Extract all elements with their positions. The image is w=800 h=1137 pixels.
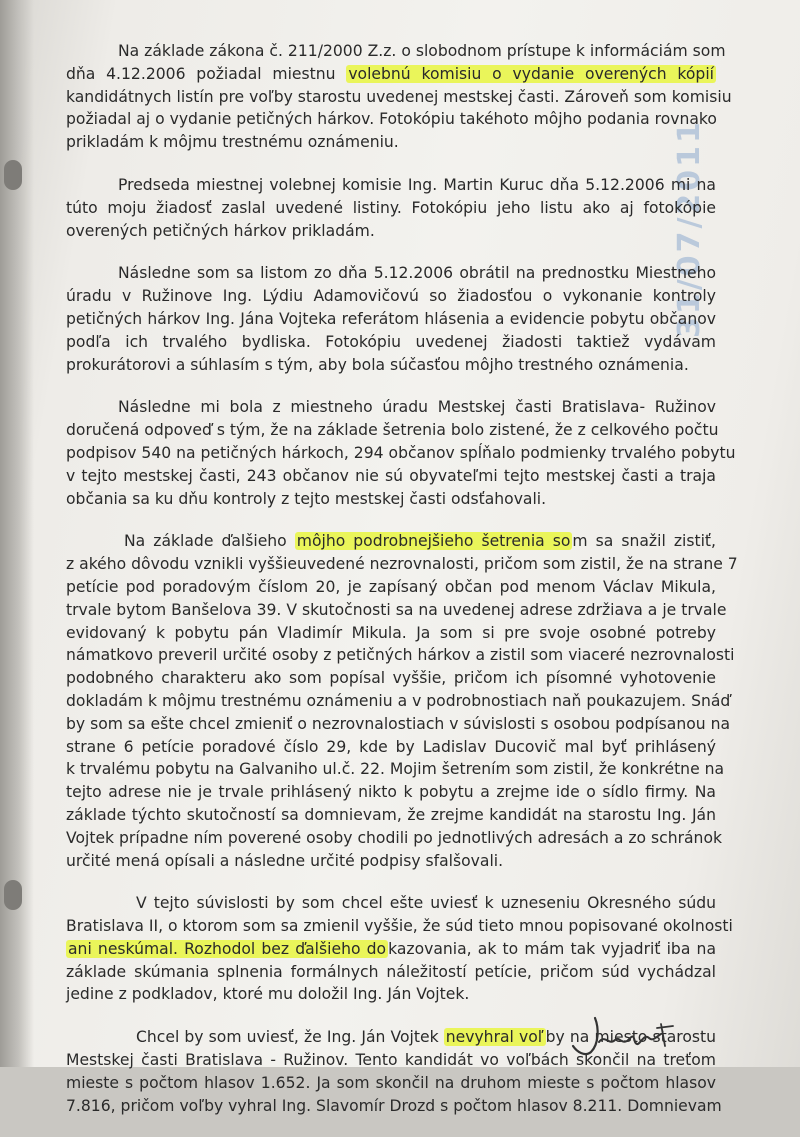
text-line [66,938,716,961]
text-segment: občania sa ku dňu kontroly z tejto mestskej časti odsťahovali. [66,489,547,508]
text-line [66,827,723,850]
text-segment: Následne som sa listom zo dňa 5.12.2006 obrátil na prednostku Miestneho [118,264,716,283]
text-line [66,419,719,442]
text-segment: overených petičných hárkov prikladám. [66,221,375,240]
text-segment: tejto adrese nie je trvale prihlásený nikto k pobytu a zrejme ide o sídlo firmy. Na [66,783,716,802]
text-line [66,465,716,488]
text-line [66,354,716,377]
text-segment: by na miesto starostu [545,1028,716,1047]
text-line [66,1095,722,1118]
text-segment: m sa snažil zistiť, [572,532,716,551]
highlighted-text: ani neskúmal. Rozhodol bez ďalšieho do [68,939,387,958]
date-stamp: 31/07/2011 [672,119,707,338]
text-line [66,599,727,622]
paragraph [66,40,732,154]
paragraph [66,892,733,1006]
text-line [66,961,716,984]
text-segment: petície pod poradovým číslom 20, je zapísaný občan pod menom Václav Mikula, [66,577,716,596]
document-body [66,40,738,1137]
text-line [66,331,716,354]
text-line [66,983,716,1006]
text-segment: petičných hárkov Ing. Jána Vojteka referátom hlásenia a evidencie pobytu občanov [66,309,716,328]
text-segment: Bratislava II, o ktorom som sa zmienil vyššie, že súd tieto mnou popisované okolnosti [66,917,733,936]
text-segment: túto moju žiadosť zaslal uvedené listiny. Fotokópiu jeho listu ako aj fotokópie [66,198,716,217]
text-segment: Na základe zákona č. 211/2000 Z.z. o slobodnom prístupe k informáciám som [118,42,726,60]
text-segment: Predseda miestnej volebnej komisie Ing. Martin Kuruc dňa 5.12.2006 mi na [118,175,716,194]
text-line [66,850,716,873]
binder-hole [4,880,22,910]
text-segment: podľa ich trvalého bydliska. Fotokópiu uvedenej žiadosti taktiež vydávam [66,332,716,351]
highlighted-text: volebnú komisiu o vydanie overených kópií [348,64,714,83]
text-line [66,396,716,419]
text-segment: V tejto súvislosti by som chcel ešte uviesť k uzneseniu Okresného súdu [136,894,716,913]
handwritten-signature [565,1012,685,1062]
text-line [66,63,716,86]
paragraph [66,262,716,376]
text-line [66,781,716,804]
text-line [66,262,716,285]
text-line [66,220,716,243]
text-line [66,308,716,331]
text-segment: kandidátnych listín pre voľby starostu uvedenej mestskej časti. Zároveň som komisiu [66,87,732,106]
text-line [66,758,725,781]
text-segment: k trvalému pobytu na Galvaniho ul.č. 22. Mojim šetrením som zistil, že konkrétne na [66,760,725,779]
text-segment: mieste s počtom hlasov 1.652. Ja som skončil na druhom mieste s počtom hlasov [66,1073,716,1092]
text-line [66,915,733,938]
text-segment: trvale bytom Banšelova 39. V skutočnosti sa na uvedenej adrese zdržiava a je trvale [66,600,727,619]
text-segment: z akého dôvodu vznikli vyššieuvedené nezrovnalosti, pričom som zistil, že na strane 7 [66,555,738,574]
text-line [66,108,716,131]
text-segment: v tejto mestskej časti, 243 občanov nie sú obyvateľmi tejto mestskej časti a traja [66,466,716,485]
text-line [66,488,716,511]
text-line [66,736,716,759]
text-segment: podpisov 540 na petičných hárkoch, 294 občanov spĺňalo podmienky trvalého pobytu [66,443,736,462]
text-segment: Na základe ďalšieho [124,532,295,551]
text-segment: kazovania, ak to mám tak vyjadriť iba na [388,939,716,958]
text-segment: 7.816, pričom voľby vyhral Ing. Slavomír Drozd s počtom hlasov 8.211. Domnievam [66,1096,722,1115]
text-segment: Následne mi bola z miestneho úradu Mestskej časti Bratislava- Ružinov [118,398,716,417]
text-segment: úradu v Ružinove Ing. Lýdiu Adamovičovú so žiadosťou o vykonanie kontroly [66,287,716,306]
text-segment: by som sa ešte chcel zmieniť o nezrovnalostiach v súvislosti s osobou podpísanou na [66,714,731,733]
text-segment: Mestskej časti Bratislava - Ružinov. Tento kandidát vo voľbách skončil na treťom [66,1051,716,1070]
text-segment: jedine z podkladov, ktoré mu doložil Ing. Ján Vojtek. [66,985,470,1004]
text-line [66,644,735,667]
text-line [66,622,716,645]
highlighted-text: nevyhral voľ [445,1028,544,1047]
text-segment: prikladám k môjmu trestnému oznámeniu. [66,133,399,152]
text-line [66,174,716,197]
text-line [66,553,738,576]
text-segment: Vojtek prípadne ním poverené osoby chodili po jednotlivých adresách a zo schránok [66,828,723,847]
text-line [66,713,731,736]
paragraph [66,530,738,872]
text-line [66,667,716,690]
paragraph [66,174,716,242]
text-line [66,442,736,465]
text-segment: dokladám k môjmu trestnému oznámeniu a v podrobnostiach naň poukazujem. Snáď [66,691,731,710]
text-segment: základe skúmania splnenia formálnych náležitostí petície, pričom súd vychádzal [66,962,716,981]
text-segment: určité mená opísali a následne určité podpisy sfalšovali. [66,851,504,870]
text-segment: námatkovo preveril určité osoby z petičných hárkov a zistil som viaceré nezrovnalosti [66,646,735,665]
text-line [66,690,731,713]
text-line [66,576,716,599]
text-line [66,530,716,553]
text-line [66,131,716,154]
text-segment: dňa 4.12.2006 požiadal miestnu [66,64,347,83]
paragraph [66,396,736,510]
text-line [66,285,716,308]
text-segment: Chcel by som uviesť, že Ing. Ján Vojtek [136,1028,444,1047]
text-line [66,40,726,63]
binder-hole [4,160,22,190]
text-segment: doručená odpoveď s tým, že na základe šetrenia bolo zistené, že z celkového počtu [66,421,719,440]
text-segment: podobného charakteru ako som popísal vyššie, pričom ich písomné vyhotovenie [66,669,716,688]
text-line [66,197,716,220]
text-line [66,86,732,109]
highlighted-text: môjho podrobnejšieho šetrenia so [296,532,571,551]
text-segment: základe týchto skutočností sa domnievam, že zrejme kandidát na starostu Ing. Ján [66,805,716,824]
text-line [66,1072,716,1095]
text-segment: strane 6 petície poradové číslo 29, kde by Ladislav Ducovič mal byť prihlásený [66,737,716,756]
text-line [66,892,716,915]
text-line [66,804,716,827]
text-segment: prokurátorovi a súhlasím s tým, aby bola súčasťou môjho trestného oznámenia. [66,355,689,374]
text-segment: požiadal aj o vydanie petičných hárkov. Fotokópiu takéhoto môjho podania rovnako [66,110,717,129]
text-segment: evidovaný k pobytu pán Vladimír Mikula. Ja som si pre svoje osobné potreby [66,623,716,642]
